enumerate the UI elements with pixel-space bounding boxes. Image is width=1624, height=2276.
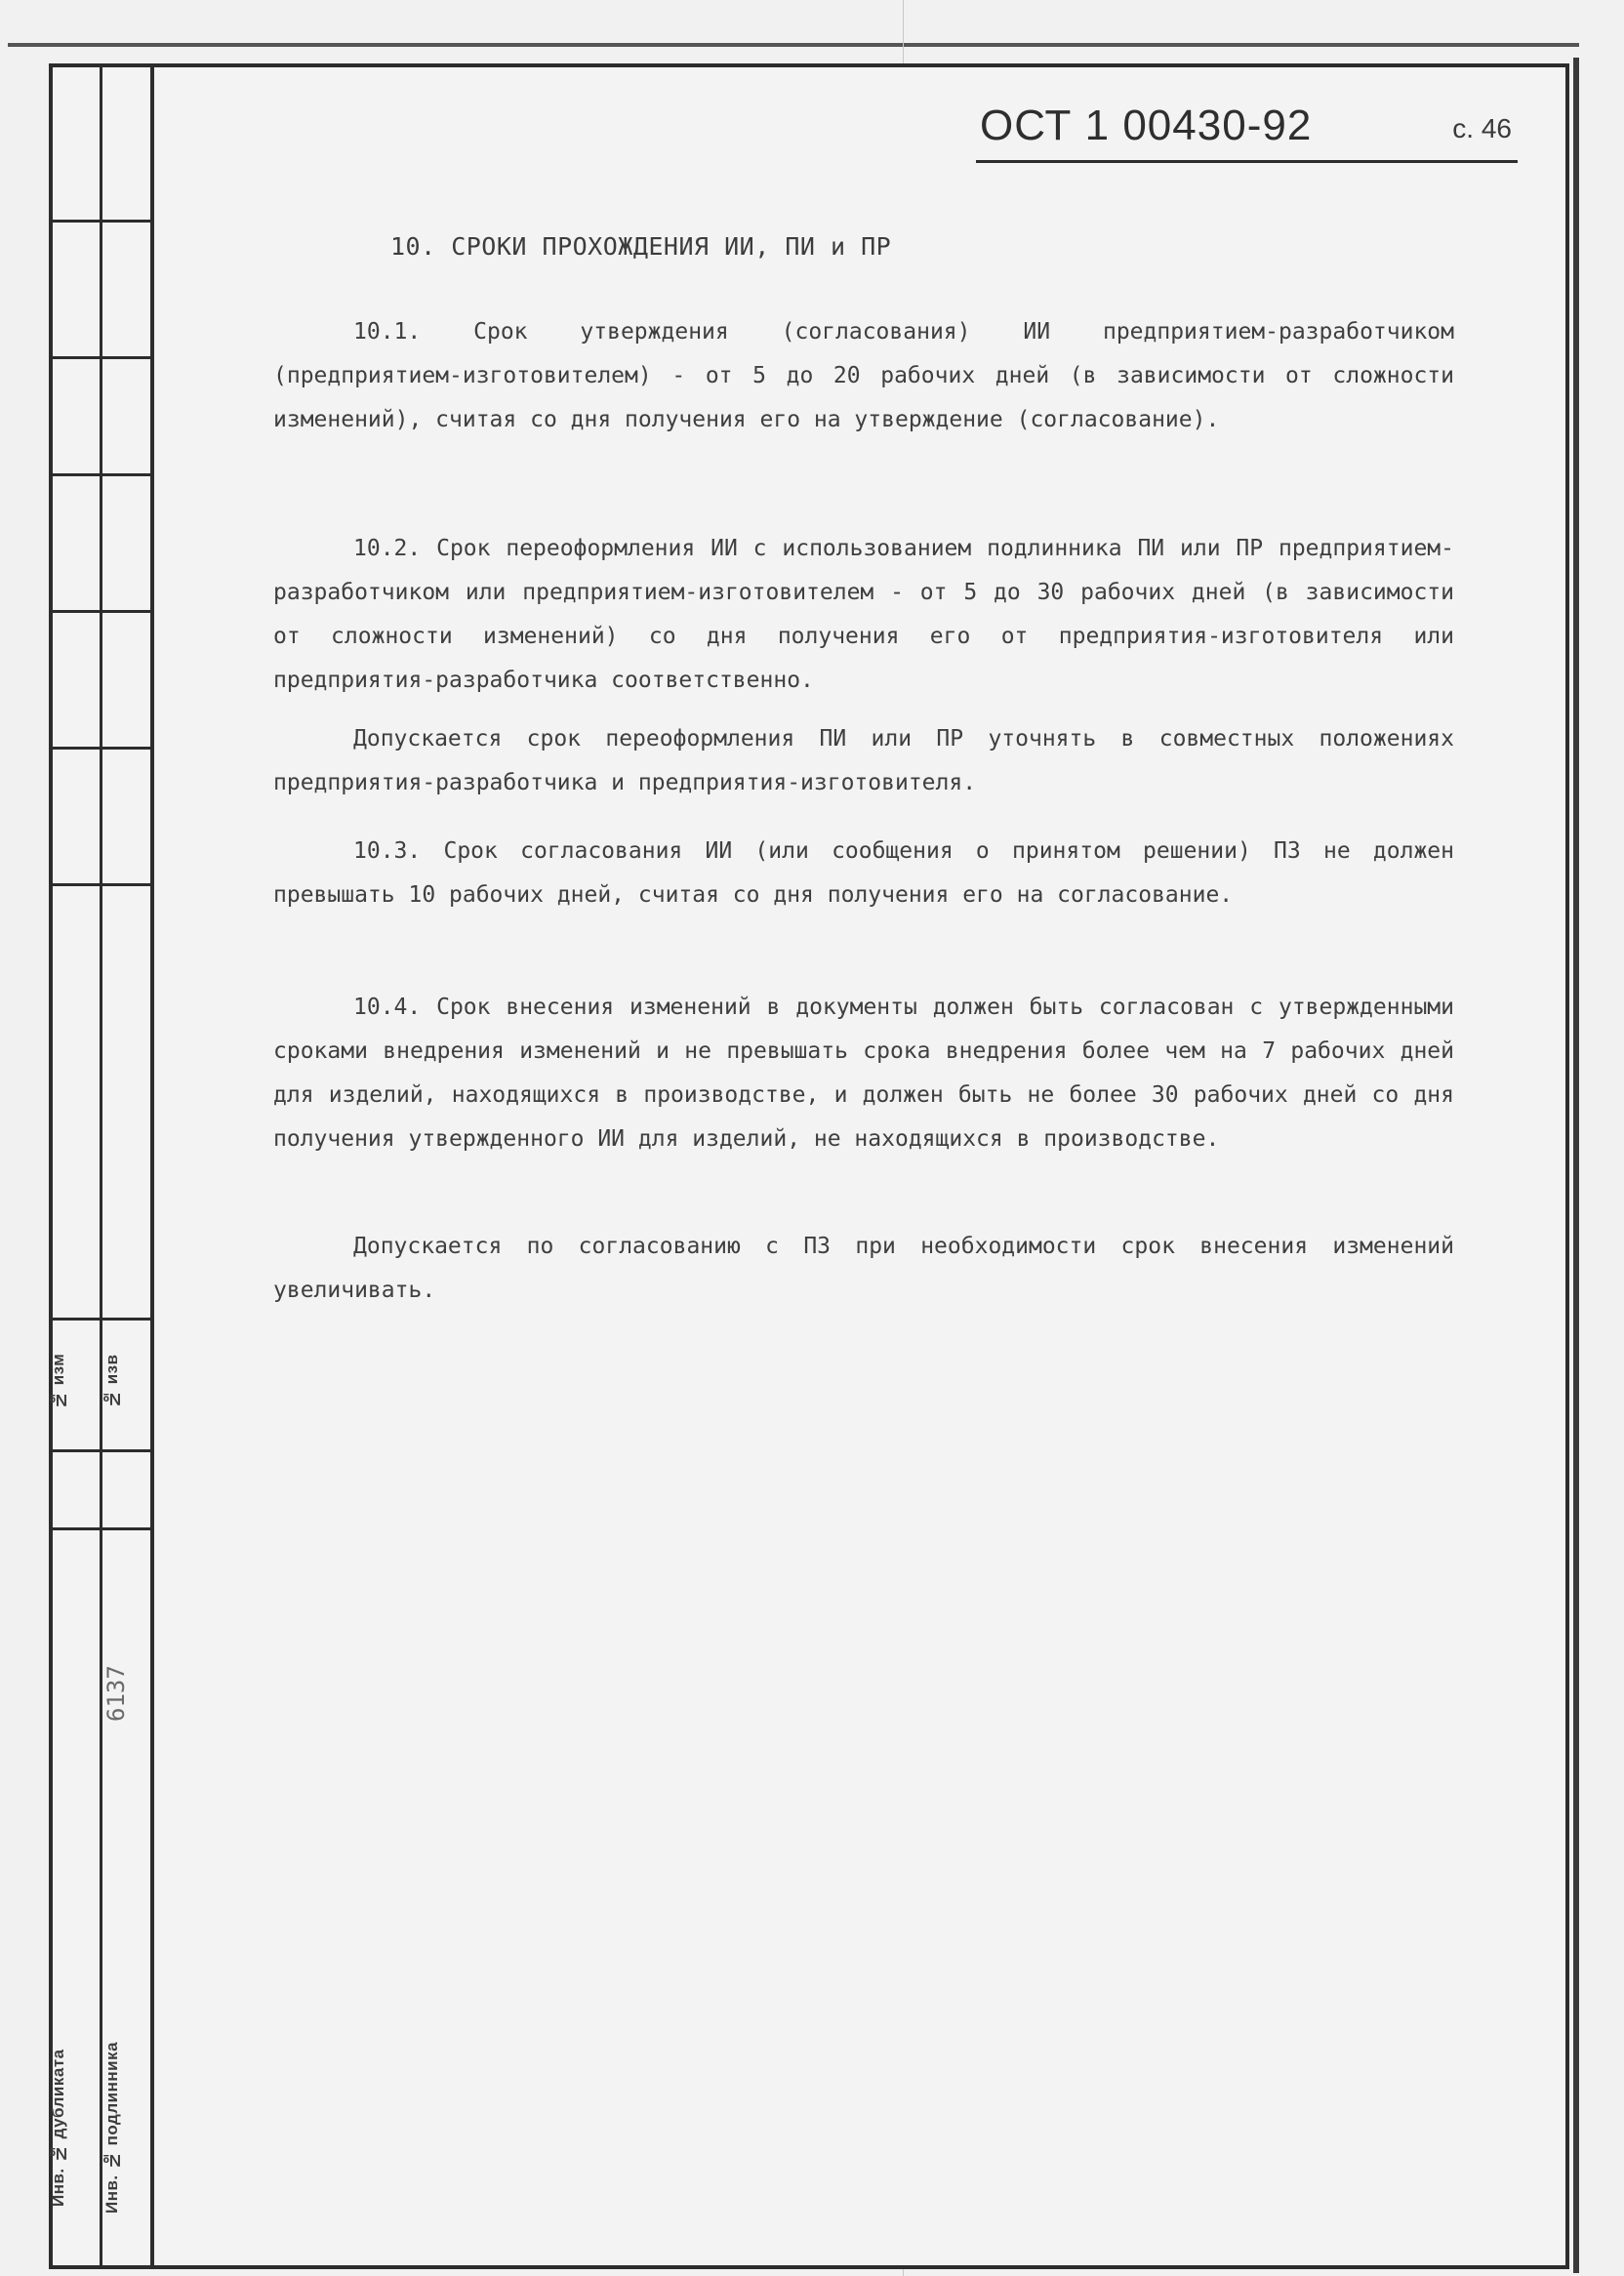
strip-divider bbox=[49, 610, 154, 613]
frame-right-edge bbox=[1573, 58, 1579, 2273]
strip-divider bbox=[49, 473, 154, 476]
strip-column-divider bbox=[100, 63, 102, 2269]
notice-number-label: № изв bbox=[102, 1354, 121, 1408]
strip-divider bbox=[49, 1318, 154, 1321]
strip-divider bbox=[49, 356, 154, 359]
paragraph-10-1: 10.1. Срок утверждения (согласования) ИИ предприятием-разработчиком (предприятием-изготовителем) - от 5 до 20 рабочих дней (в зависимости от сложности изменений), считая со дня получения его на утверждение (согласование). bbox=[273, 319, 1454, 432]
binding-strip bbox=[49, 63, 154, 2269]
change-number-label: № изм bbox=[49, 1353, 67, 1409]
strip-divider bbox=[49, 1449, 154, 1452]
paragraph-10-4-note: Допускается по согласованию с ПЗ при необходимости срок внесения изменений увеличивать. bbox=[273, 1234, 1454, 1303]
page-number: с. 46 bbox=[1452, 113, 1512, 143]
paragraph-10-2-note: Допускается срок переоформления ПИ или ПР уточнять в совместных положениях предприятия-разработчика и предприятия-изготовителя. bbox=[273, 726, 1454, 795]
original-inventory-label: Инв. № подлинника bbox=[102, 2041, 121, 2215]
section-title: 10. СРОКИ ПРОХОЖДЕНИЯ ИИ, ПИ и ПР bbox=[390, 232, 892, 261]
scan-edge-line bbox=[8, 43, 1579, 47]
strip-divider bbox=[49, 1527, 154, 1530]
document-header bbox=[976, 98, 1518, 163]
paragraph-10-3: 10.3. Срок согласования ИИ (или сообщения о принятом решении) ПЗ не должен превышать 10 рабочих дней, считая со дня получения его на согласование. bbox=[273, 838, 1454, 908]
duplicate-inventory-label: Инв. № дубликата bbox=[49, 2049, 67, 2207]
paragraph-10-2: 10.2. Срок переоформления ИИ с использованием подлинника ПИ или ПР предприятием-разработчиком или предприятием-изготовителем - от 5 до 30 рабочих дней (в зависимости от сложности изменений) со дня получения его от предприятия-изготовителя или предприятия-разработчика соответственно. bbox=[273, 536, 1454, 693]
paragraph-10-4: 10.4. Срок внесения изменений в документы должен быть согласован с утвержденными сроками внедрения изменений и не превышать срока внедрения более чем на 7 рабочих дней для изделий, находящихся в производстве, и должен быть не более 30 рабочих дней со дня получения утвержденного ИИ для изделий, не находящихся в производстве. bbox=[273, 995, 1454, 1152]
strip-divider bbox=[49, 220, 154, 223]
strip-divider bbox=[49, 883, 154, 886]
document-code: ОСТ 1 00430-92 bbox=[980, 102, 1313, 149]
inventory-number: 6137 bbox=[102, 1665, 130, 1722]
strip-divider bbox=[49, 747, 154, 750]
